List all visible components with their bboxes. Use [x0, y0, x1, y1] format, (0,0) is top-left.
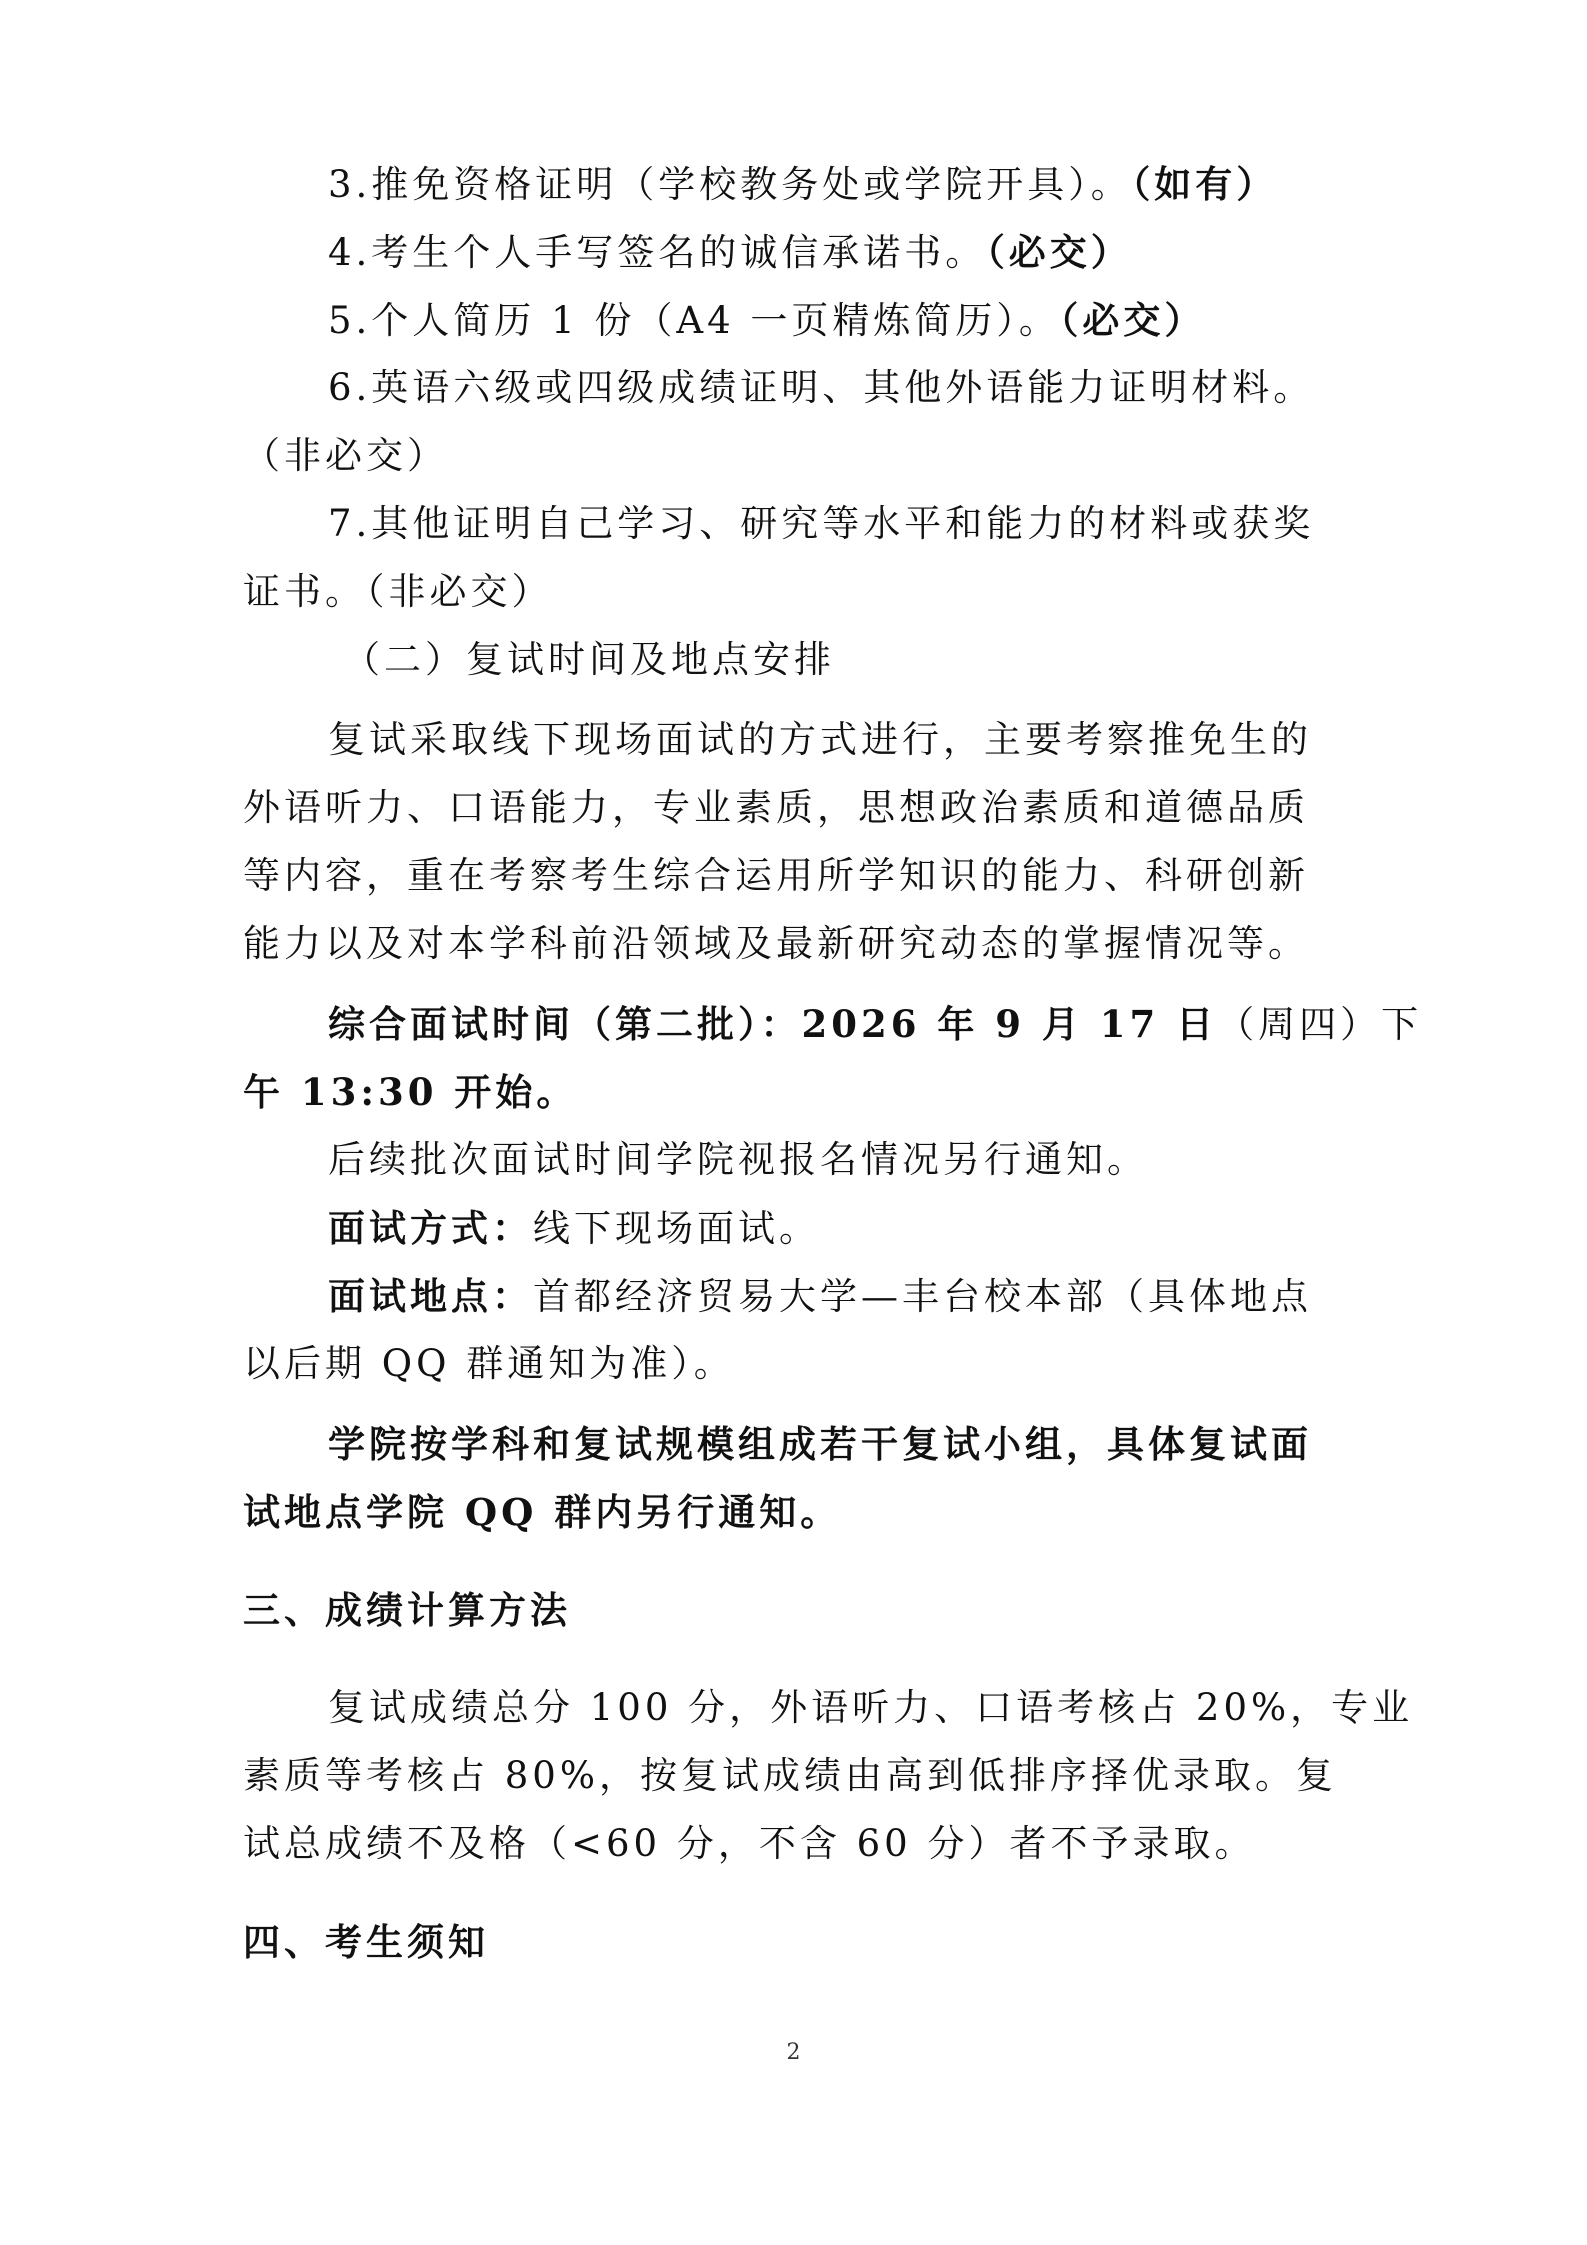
- item-6: 6.英语六级或四级成绩证明、其他外语能力证明材料。: [328, 366, 1315, 409]
- item-5-note: （必交）: [1059, 298, 1206, 342]
- interview-time-line-2: 午 13:30 开始。: [243, 1070, 578, 1114]
- interview-method-label: 面试方式：: [328, 1206, 533, 1250]
- item-7-continuation: 证书。（非必交）: [243, 570, 553, 613]
- item-4-note: （必交）: [986, 230, 1132, 274]
- subsection-heading-2: （二）复试时间及地点安排: [343, 638, 835, 681]
- section-heading-3: 三、成绩计算方法: [243, 1588, 571, 1632]
- item-3-text: 3.推免资格证明（学校教务处或学院开具）。: [328, 163, 1132, 206]
- interview-location-value: 首都经济贸易大学—丰台校本部（具体地点: [533, 1275, 1312, 1318]
- document-body: [243, 150, 1423, 1976]
- later-batches-note: 后续批次面试时间学院视报名情况另行通知。: [328, 1138, 1148, 1181]
- score-paragraph-line-1: 复试成绩总分 100 分，外语听力、口语考核占 20%，专业: [328, 1686, 1414, 1729]
- interview-method: [243, 1194, 1373, 1262]
- interview-location-continuation: 以后期 QQ 群通知为准）。: [243, 1342, 735, 1385]
- paragraph-1-line-4: 能力以及对本学科前沿领域及最新研究动态的掌握情况等。: [243, 922, 1309, 965]
- item-7: 7.其他证明自己学习、研究等水平和能力的材料或获奖: [328, 502, 1315, 545]
- item-4-text: 4.考生个人手写签名的诚信承诺书。: [328, 231, 987, 274]
- interview-method-value: 线下现场面试。: [533, 1207, 820, 1250]
- interview-location-label: 面试地点：: [328, 1274, 533, 1318]
- item-6-continuation: （非必交）: [243, 434, 448, 477]
- score-paragraph-line-3: 试总成绩不及格（<60 分，不含 60 分）者不予录取。: [243, 1822, 1256, 1865]
- group-note-line-2: 试地点学院 QQ 群内另行通知。: [243, 1490, 842, 1534]
- section-heading-4: 四、考生须知: [243, 1920, 489, 1964]
- interview-location: [243, 1262, 1373, 1330]
- item-5-text: 5.个人简历 1 份（A4 一页精炼简历）。: [328, 299, 1060, 342]
- item-3-note: （如有）: [1131, 162, 1278, 206]
- group-note-line-1: 学院按学科和复试规模组成若干复试小组，具体复试面: [328, 1422, 1312, 1466]
- item-4: [243, 218, 1373, 286]
- interview-time-text: 综合面试时间（第二批）：2026 年 9 月 17 日: [328, 1002, 1218, 1046]
- score-paragraph-line-2: 素质等考核占 80%，按复试成绩由高到低排序择优录取。复: [243, 1754, 1337, 1797]
- paragraph-1-line-3: 等内容，重在考察考生综合运用所学知识的能力、科研创新: [243, 854, 1309, 897]
- page-number: 2: [786, 2040, 801, 2065]
- paragraph-1-line-2: 外语听力、口语能力，专业素质，思想政治素质和道德品质: [243, 786, 1309, 829]
- interview-time-line-1: [243, 990, 1423, 1058]
- paragraph-1-line-1: 复试采取线下现场面试的方式进行，主要考察推免生的: [328, 718, 1312, 761]
- item-3: [243, 150, 1373, 218]
- interview-time-weekday: （周四）下: [1217, 1003, 1423, 1046]
- item-5: [243, 286, 1373, 354]
